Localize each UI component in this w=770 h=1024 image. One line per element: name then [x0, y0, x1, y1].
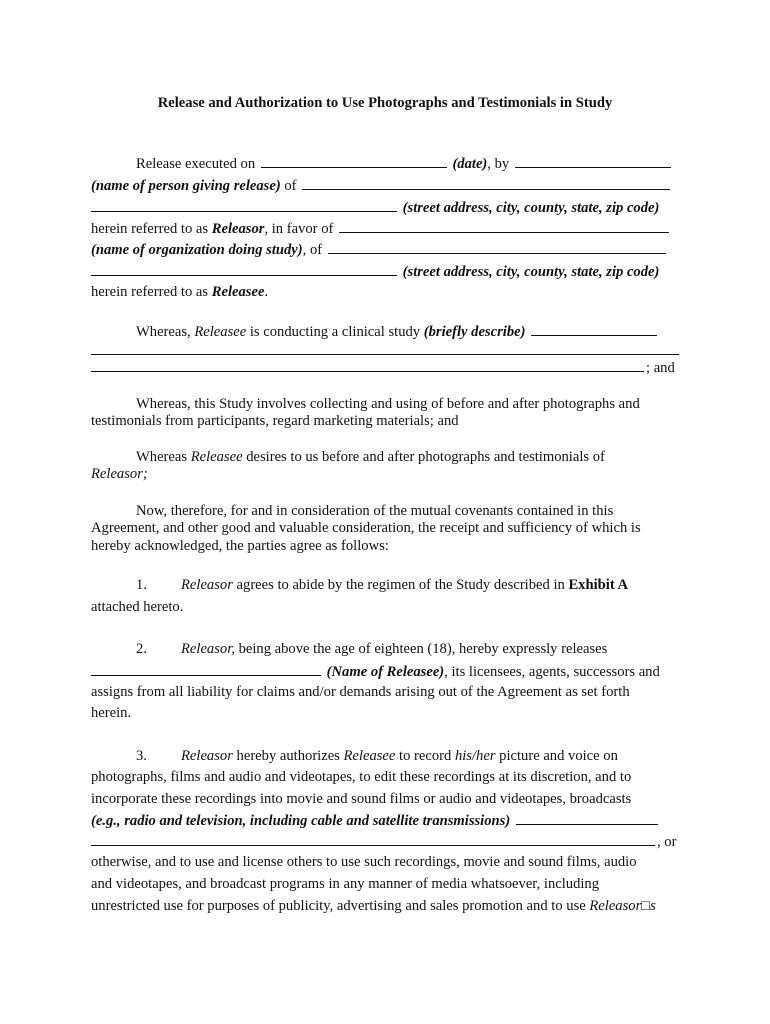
clause-3-line-4: [91, 811, 660, 830]
of-text: of: [280, 178, 297, 194]
whereas-1-line-1: [136, 322, 659, 341]
releasee-name-blank: [91, 662, 321, 676]
whereas-3-prefix: Whereas: [136, 449, 188, 465]
now-therefore-line-2: Agreement, and other good and valuable consideration, the receipt and sufficiency of which is: [91, 520, 641, 536]
intro-line-1: [136, 154, 673, 173]
whereas-1-line-3: [91, 358, 675, 377]
whereas-2-line-2: testimonials from participants, regard marketing materials; and: [91, 413, 459, 429]
clause-3-line-6: otherwise, and to use and license others to use such recordings, movie and sound films, audio: [91, 854, 637, 870]
of-blank: [302, 176, 670, 190]
in-favor-text: , in favor of: [264, 221, 334, 237]
clause-2-line-2-rest: , its licensees, agents, successors and: [444, 664, 660, 680]
exhibit-a-ref: Exhibit A: [568, 577, 629, 593]
whereas-3-rest: desires to us before and after photographs and testimonials of: [242, 449, 605, 465]
now-therefore-line-3: hereby acknowledged, the parties agree as follows:: [91, 538, 389, 554]
whereas-1-releasee: Releasee: [194, 324, 247, 340]
describe-blank-2: [91, 358, 644, 372]
person-blank: [515, 154, 671, 168]
clause-3-line-8-text: unrestricted use for purposes of publicity, advertising and sales promotion and to use: [91, 898, 590, 914]
document-title: Release and Authorization to Use Photographs and Testimonials in Study: [157, 95, 613, 111]
clause-2-line-1: [181, 640, 607, 658]
whereas-1-middle: is conducting a clinical study: [246, 324, 421, 340]
intro-line-6: [91, 262, 659, 281]
clause-2-releasor: Releasor,: [181, 641, 235, 657]
clause-2-line-3: assigns from all liability for claims and/or demands arising out of the Agreement as set forth: [91, 684, 630, 700]
date-blank: [261, 154, 447, 168]
clause-2-text: being above the age of eighteen (18), hereby expressly releases: [234, 641, 608, 657]
address-blank: [91, 198, 397, 212]
clause-2-number: 2.: [136, 641, 147, 657]
and-text: ; and: [646, 360, 675, 376]
whereas-3-line-2: Releasor;: [91, 466, 148, 482]
clause-2-line-4: herein.: [91, 705, 132, 721]
intro-line-2: [91, 176, 672, 195]
clause-3-number: 3.: [136, 748, 147, 764]
clause-3-line-3: incorporate these recordings into movie and sound films or audio and videotapes, broadcasts: [91, 791, 632, 807]
herein-prefix: herein referred to as: [91, 221, 209, 237]
clause-3-line-2: photographs, films and audio and videotapes, to edit these recordings at its discretion, and to: [91, 769, 632, 785]
releasor-possessive: Releasor□s: [589, 898, 656, 914]
clause-1-line-1: [181, 576, 628, 594]
intro-line-4: [91, 219, 671, 238]
now-therefore-line-1: Now, therefore, for and in consideration of the mutual covenants contained in this: [136, 503, 614, 519]
org-blank: [328, 240, 666, 254]
clause-3-line-8: [91, 897, 656, 915]
clause-3-hisher: his/her: [454, 748, 496, 764]
herein-prefix-2: herein referred to as: [91, 284, 209, 300]
clause-1-number: 1.: [136, 577, 147, 593]
person-label: (name of person giving release): [91, 178, 281, 194]
intro-line-5: [91, 240, 668, 259]
whereas-2-line-1: Whereas, this Study involves collecting and using of before and after photographs and: [136, 396, 640, 412]
clause-3-releasor: Releasor: [181, 748, 233, 764]
org-label: (name of organization doing study): [91, 242, 303, 258]
address-blank-2: [91, 262, 397, 276]
eg-blank: [516, 811, 658, 825]
of-text-2: , of: [302, 242, 323, 258]
clause-3-text-c: picture and voice on: [495, 748, 618, 764]
or-text: , or: [657, 834, 677, 850]
clause-3-releasee: Releasee: [343, 748, 396, 764]
intro-line-7: [91, 283, 268, 301]
clause-1-line-2: attached hereto.: [91, 599, 184, 615]
clause-3-text-b: to record: [395, 748, 455, 764]
by-text: , by: [487, 156, 510, 172]
releasor-term: Releasor: [211, 221, 265, 237]
favor-blank: [339, 219, 669, 233]
releasee-term: Releasee: [211, 284, 265, 300]
eg-blank-2: [91, 832, 655, 846]
releasee-name-label: (Name of Releasee): [326, 664, 445, 680]
intro-line-3: [91, 198, 659, 217]
whereas-3-releasee: Releasee: [190, 449, 243, 465]
clause-3-line-1: [181, 747, 618, 765]
clause-3-line-7: and videotapes, and broadcast programs in any manner of media whatsoever, including: [91, 876, 600, 892]
address-label-2: (street address, city, county, state, zip code): [402, 264, 660, 280]
period: .: [264, 284, 269, 300]
clause-3-text-a: hereby authorizes: [232, 748, 344, 764]
address-label: (street address, city, county, state, zip code): [402, 200, 660, 216]
describe-blank-line: [91, 354, 679, 355]
clause-1-releasor: Releasor: [181, 577, 233, 593]
clause-3-line-5: [91, 832, 676, 851]
whereas-3-line-1: [136, 448, 605, 466]
date-label: (date): [452, 156, 488, 172]
whereas-1-prefix: Whereas,: [136, 324, 191, 340]
clause-2-line-2: [91, 662, 660, 681]
eg-label: (e.g., radio and television, including cable and satellite transmissions): [91, 813, 511, 829]
clause-1-text: agrees to abide by the regimen of the Study described in: [232, 577, 569, 593]
describe-blank: [531, 322, 657, 336]
executed-prefix: Release executed on: [136, 156, 256, 172]
describe-label: (briefly describe): [423, 324, 526, 340]
